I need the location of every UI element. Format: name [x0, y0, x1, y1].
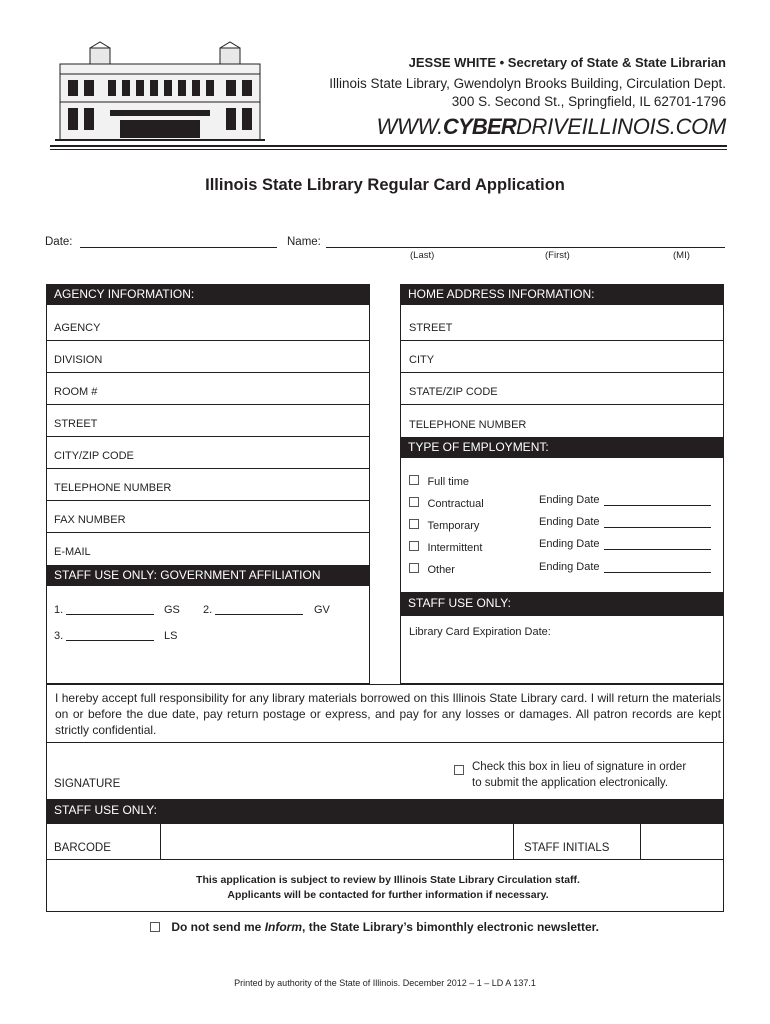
home-field-telephone[interactable]: TELEPHONE NUMBER — [409, 419, 527, 431]
page-title: Illinois State Library Regular Card Application — [205, 176, 565, 194]
employment-option-intermittent[interactable] — [409, 538, 482, 556]
newsletter-name: Inform — [264, 920, 303, 934]
name-last-hint: (Last) — [410, 250, 435, 261]
temporary-ending-date-field[interactable] — [604, 527, 711, 528]
other-ending-date-label: Ending Date — [539, 561, 600, 573]
newsletter-suffix: , the State Library’s bimonthly electronic newsletter. — [302, 920, 600, 934]
gov-item-1-label: 1. — [54, 604, 64, 616]
url-prefix: WWW. — [376, 114, 443, 139]
other-ending-date-field[interactable] — [604, 572, 711, 573]
staff-use-bottom-header: STAFF USE ONLY: — [46, 799, 724, 824]
electronic-signature-line1: Check this box in lieu of signature in order — [472, 761, 687, 773]
footer-print-authority: Printed by authority of the State of Illinois. December 2012 – 1 – LD A 137.1 — [234, 978, 536, 988]
contractual-ending-date-field[interactable] — [604, 505, 711, 506]
divider — [46, 742, 724, 743]
agreement-text: I hereby accept full responsibility for any library materials borrowed on this Illinois State Library card. I will return the materials on or before the due date, pay return postage or express, and pay for any losses or damages. All patron records are kept strictly confidential. — [55, 691, 721, 737]
header-address-line1: Illinois State Library, Gwendolyn Brooks Building, Circulation Dept. — [329, 76, 726, 91]
employment-option-temporary[interactable] — [409, 516, 479, 534]
gov-affiliation-header: STAFF USE ONLY: GOVERNMENT AFFILIATION — [46, 565, 370, 586]
option-label: Intermittent — [427, 542, 483, 554]
checkbox[interactable] — [150, 922, 160, 932]
gov-item-3-code: LS — [164, 630, 178, 642]
agency-field-division[interactable]: DIVISION — [54, 354, 103, 366]
contractual-ending-date-label: Ending Date — [539, 494, 600, 506]
checkbox[interactable] — [409, 563, 419, 573]
date-label: Date: — [45, 236, 73, 248]
intermittent-ending-date-label: Ending Date — [539, 538, 600, 550]
home-field-state-zip[interactable]: STATE/ZIP CODE — [409, 386, 498, 398]
library-building-icon — [50, 40, 270, 144]
library-building-logo — [50, 40, 270, 144]
gov-item-1-code: GS — [164, 604, 180, 616]
name-field[interactable] — [326, 247, 725, 248]
newsletter-optout[interactable] — [150, 920, 599, 934]
header-address-line2: 300 S. Second St., Springfield, IL 62701-1796 — [451, 94, 726, 109]
option-label: Other — [427, 564, 455, 576]
gov-item-3-field[interactable] — [66, 640, 154, 641]
barcode-label[interactable]: BARCODE — [54, 842, 111, 854]
agency-field-telephone[interactable]: TELEPHONE NUMBER — [54, 482, 172, 494]
option-label: Contractual — [427, 498, 484, 510]
gov-item-2-label: 2. — [203, 604, 213, 616]
signature-label[interactable]: SIGNATURE — [54, 778, 121, 790]
name-mi-hint: (MI) — [673, 250, 690, 261]
option-label: Full time — [427, 476, 470, 488]
checkbox[interactable] — [409, 541, 419, 551]
agency-field-agency[interactable]: AGENCY — [54, 322, 101, 334]
agency-field-city-zip[interactable]: CITY/ZIP CODE — [54, 450, 134, 462]
agency-field-street[interactable]: STREET — [54, 418, 98, 430]
staff-use-header: STAFF USE ONLY: — [400, 592, 724, 616]
gov-item-2-code: GV — [314, 604, 330, 616]
divider — [46, 859, 724, 860]
employment-option-fulltime[interactable] — [409, 472, 469, 490]
divider — [400, 404, 724, 405]
url-bold: CYBER — [442, 114, 516, 139]
gov-item-3-label: 3. — [54, 630, 64, 642]
option-label: Temporary — [427, 520, 480, 532]
divider — [513, 824, 514, 859]
divider — [46, 500, 370, 501]
header-rule — [50, 145, 727, 147]
checkbox[interactable] — [454, 765, 464, 775]
name-label: Name: — [287, 236, 321, 248]
divider — [400, 372, 724, 373]
divider — [46, 532, 370, 533]
divider — [400, 340, 724, 341]
agency-field-email[interactable]: E-MAIL — [54, 546, 91, 558]
gov-item-2-field[interactable] — [215, 614, 303, 615]
name-first-hint: (First) — [545, 250, 570, 261]
electronic-signature-option[interactable] — [454, 762, 464, 780]
electronic-signature-line2: to submit the application electronically. — [472, 777, 669, 789]
home-field-street[interactable]: STREET — [409, 322, 453, 334]
newsletter-prefix: Do not send me — [171, 920, 265, 934]
employment-option-other[interactable] — [409, 560, 455, 578]
agency-header: AGENCY INFORMATION: — [46, 284, 370, 305]
intermittent-ending-date-field[interactable] — [604, 549, 711, 550]
home-address-header: HOME ADDRESS INFORMATION: — [400, 284, 724, 305]
review-notice-line2: Applicants will be contacted for further information if necessary. — [227, 889, 549, 901]
checkbox[interactable] — [409, 497, 419, 507]
divider — [46, 436, 370, 437]
divider — [160, 824, 161, 859]
home-field-city[interactable]: CITY — [409, 354, 435, 366]
agency-field-room[interactable]: ROOM # — [54, 386, 98, 398]
divider — [640, 824, 641, 859]
gov-item-1-field[interactable] — [66, 614, 154, 615]
employment-header: TYPE OF EMPLOYMENT: — [400, 437, 724, 458]
divider — [46, 404, 370, 405]
staff-initials-label[interactable]: STAFF INITIALS — [524, 842, 610, 854]
date-field[interactable] — [80, 247, 277, 248]
divider — [46, 468, 370, 469]
divider — [46, 372, 370, 373]
url-suffix: DRIVEILLINOIS.COM — [515, 114, 726, 139]
checkbox[interactable] — [409, 475, 419, 485]
review-notice — [49, 873, 727, 903]
review-notice-line1: This application is subject to review by Illinois State Library Circulation staff. — [196, 874, 580, 886]
divider — [46, 340, 370, 341]
checkbox[interactable] — [409, 519, 419, 529]
card-expiration-label: Library Card Expiration Date: — [409, 626, 551, 638]
employment-option-contractual[interactable] — [409, 494, 484, 512]
agency-field-fax[interactable]: FAX NUMBER — [54, 514, 126, 526]
temporary-ending-date-label: Ending Date — [539, 516, 600, 528]
header-rule-thin — [50, 149, 727, 150]
header-secretary: JESSE WHITE • Secretary of State & State Librarian — [408, 55, 726, 70]
header-website[interactable] — [377, 114, 726, 140]
